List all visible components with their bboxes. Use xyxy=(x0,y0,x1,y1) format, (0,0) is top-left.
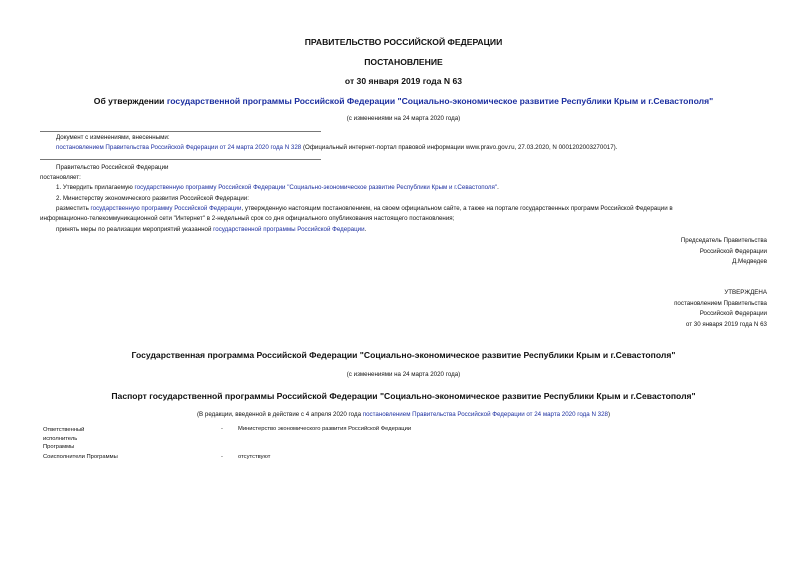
passport-row-label: Соисполнители Программы xyxy=(43,454,118,460)
edition-link[interactable]: постановлением Правительства Российской Федерации от 24 марта 2020 года N 328 xyxy=(362,411,608,418)
amendment-source: (Официальный интернет-портал правовой информации www.pravo.gov.ru, 27.03.2020, N 0001202003270017). xyxy=(301,144,618,151)
edition-prefix: (В редакции, введенной в действие с 4 апреля 2020 года xyxy=(196,411,363,418)
document-title xyxy=(0,96,807,106)
program-changes-note: (с изменениями на 24 марта 2020 года) xyxy=(346,371,461,378)
body-line-2: постановляет: xyxy=(40,174,81,181)
approval-line-4: от 30 января 2019 года N 63 xyxy=(685,321,767,328)
item-1 xyxy=(56,184,499,191)
org-heading: ПРАВИТЕЛЬСТВО РОССИЙСКОЙ ФЕДЕРАЦИИ xyxy=(304,37,503,47)
program-title: Государственная программа Российской Федерации "Социально-экономическое развитие Республики Крым и г.Севастополя" xyxy=(131,350,676,360)
approval-line-2: постановлением Правительства xyxy=(674,300,767,307)
item-2b-prefix: принять меры по реализации мероприятий указанной xyxy=(56,226,214,233)
signature-line-2: Российской Федерации xyxy=(699,248,767,255)
title-prefix: Об утверждении xyxy=(93,96,167,106)
amendments-line xyxy=(56,144,617,151)
item-2b-link[interactable]: государственной программы Российской Федерации xyxy=(213,226,365,233)
edition-suffix: ) xyxy=(607,411,611,418)
item-1-prefix: 1. Утвердить прилагаемую xyxy=(56,184,135,191)
doc-type-heading: ПОСТАНОВЛЕНИЕ xyxy=(364,57,443,67)
signature-line-1: Председатель Правительства xyxy=(680,237,767,244)
passport-row-value: отсутствуют xyxy=(238,454,271,460)
item-1-suffix: . xyxy=(497,184,499,191)
item-2a-link[interactable]: государственную программу Российской Федерации xyxy=(90,205,242,212)
approval-line-1: УТВЕРЖДЕНА xyxy=(724,289,767,296)
item-2b-suffix: . xyxy=(364,226,367,233)
amendment-link[interactable]: постановлением Правительства Российской Федерации от 24 марта 2020 года N 328 xyxy=(56,144,302,151)
passport-row-dash: - xyxy=(221,426,223,432)
label-line: Ответственный xyxy=(43,427,85,433)
changes-note: (с изменениями на 24 марта 2020 года) xyxy=(346,115,461,122)
item-2: 2. Министерству экономического развития Российской Федерации: xyxy=(56,195,249,202)
approval-line-3: Российской Федерации xyxy=(699,310,767,317)
date-number-heading: от 30 января 2019 года N 63 xyxy=(344,76,463,86)
passport-row-label xyxy=(43,426,84,452)
passport-row-value: Министерство экономического развития Российской Федерации xyxy=(238,426,412,432)
passport-edition-note xyxy=(0,411,807,418)
item-2a-continued: информационно-телекоммуникационной сети "Интернет" в 2-недельный срок со дня официального опубликования настоящего постановления; xyxy=(40,215,455,222)
item-2a-suffix: , утвержденную настоящим постановлением, на своем официальном сайте, а также на портале государственных программ Российской Федерации в xyxy=(241,205,673,212)
divider xyxy=(40,159,321,160)
item-2b xyxy=(56,226,366,233)
item-1-link[interactable]: государственную программу Российской Федерации "Социально-экономическое развитие Республики Крым и г.Севастополя" xyxy=(134,184,498,191)
amendments-intro: Документ с изменениями, внесенными: xyxy=(56,134,170,141)
label-line: исполнитель xyxy=(43,435,78,442)
label-line: Программы xyxy=(43,444,75,451)
divider xyxy=(40,131,321,132)
item-2a-prefix: разместить xyxy=(56,205,91,212)
passport-row-dash: - xyxy=(221,454,223,460)
program-title-link[interactable]: государственной программы Российской Федерации "Социально-экономическое развитие Республики Крым и г.Севастополя" xyxy=(166,96,714,106)
body-line-1: Правительство Российской Федерации xyxy=(56,164,169,171)
signature-name: Д.Медведев xyxy=(732,258,767,265)
item-2a xyxy=(56,205,673,212)
passport-title: Паспорт государственной программы Российской Федерации "Социально-экономическое развитие Республики Крым и г.Севастополя" xyxy=(111,391,696,401)
